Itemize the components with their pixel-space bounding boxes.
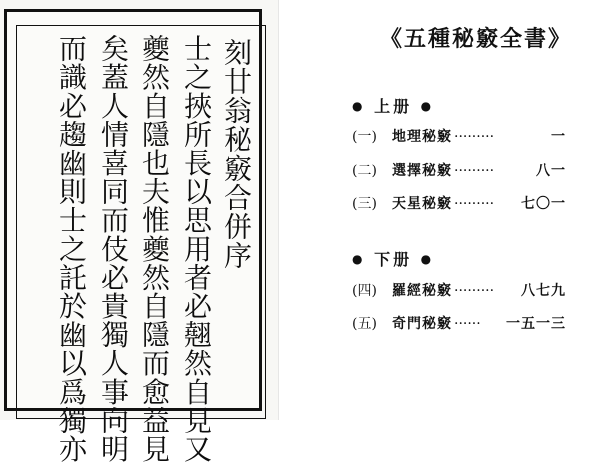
dot-leader: ········· — [454, 163, 495, 179]
bullet-dot-icon: ● — [420, 99, 435, 113]
preface-column-1: 士之挾所長以思用者必翹然自見又 — [180, 34, 213, 463]
bullet-dot-icon: ● — [352, 252, 366, 266]
entry-name: 奇門秘竅 — [392, 316, 452, 332]
preface-column-4: 而識必趨幽則士之託於幽以爲獨亦 — [55, 34, 88, 463]
preface-column-2: 夔然自隱也夫惟夔然自隱而愈益見 — [138, 34, 171, 463]
toc-entry[interactable] — [352, 193, 592, 213]
preface-page — [0, 0, 278, 463]
entry-page: 一 — [551, 129, 566, 145]
entry-number: (四) — [352, 283, 377, 299]
section-heading-lower — [352, 247, 434, 270]
contents-page — [330, 0, 602, 420]
outer-border-frame — [4, 9, 262, 463]
dot-leader: ········· — [454, 283, 495, 299]
bullet-dot-icon: ● — [352, 99, 366, 113]
section-heading-upper — [352, 94, 434, 117]
entry-page: 八一 — [536, 163, 566, 179]
entry-number: (三) — [352, 196, 377, 212]
section-heading-label: 下册 — [374, 250, 413, 269]
entry-number: (二) — [352, 163, 377, 179]
entry-number: (一) — [352, 129, 377, 145]
toc-entry[interactable] — [352, 126, 592, 146]
preface-column-3: 矣蓋人情喜同而伎必貴獨人事向明 — [97, 34, 130, 463]
page-gutter — [278, 0, 279, 420]
entry-name: 地理秘竅 — [392, 129, 452, 145]
dot-leader: ········· — [454, 129, 495, 145]
dot-leader: ········· — [454, 196, 495, 212]
bullet-dot-icon: ● — [420, 252, 435, 266]
section-heading-label: 上册 — [374, 97, 413, 116]
toc-entry[interactable] — [352, 280, 592, 300]
entry-page: 八七九 — [521, 283, 566, 299]
entry-name: 選擇秘竅 — [392, 163, 452, 179]
entry-number: (五) — [352, 316, 377, 332]
toc-entry[interactable] — [352, 313, 592, 333]
entry-name: 羅經秘竅 — [392, 283, 452, 299]
toc-entry[interactable] — [352, 160, 592, 180]
entry-page: 七〇一 — [521, 196, 566, 212]
entry-name: 天星秘竅 — [392, 196, 452, 212]
dot-leader: ······ — [454, 316, 481, 332]
entry-page: 一五一三 — [506, 316, 566, 332]
preface-title: 刻廿翁秘竅合併序 — [220, 38, 253, 270]
book-title: 《五種秘竅全書》 — [380, 26, 573, 52]
